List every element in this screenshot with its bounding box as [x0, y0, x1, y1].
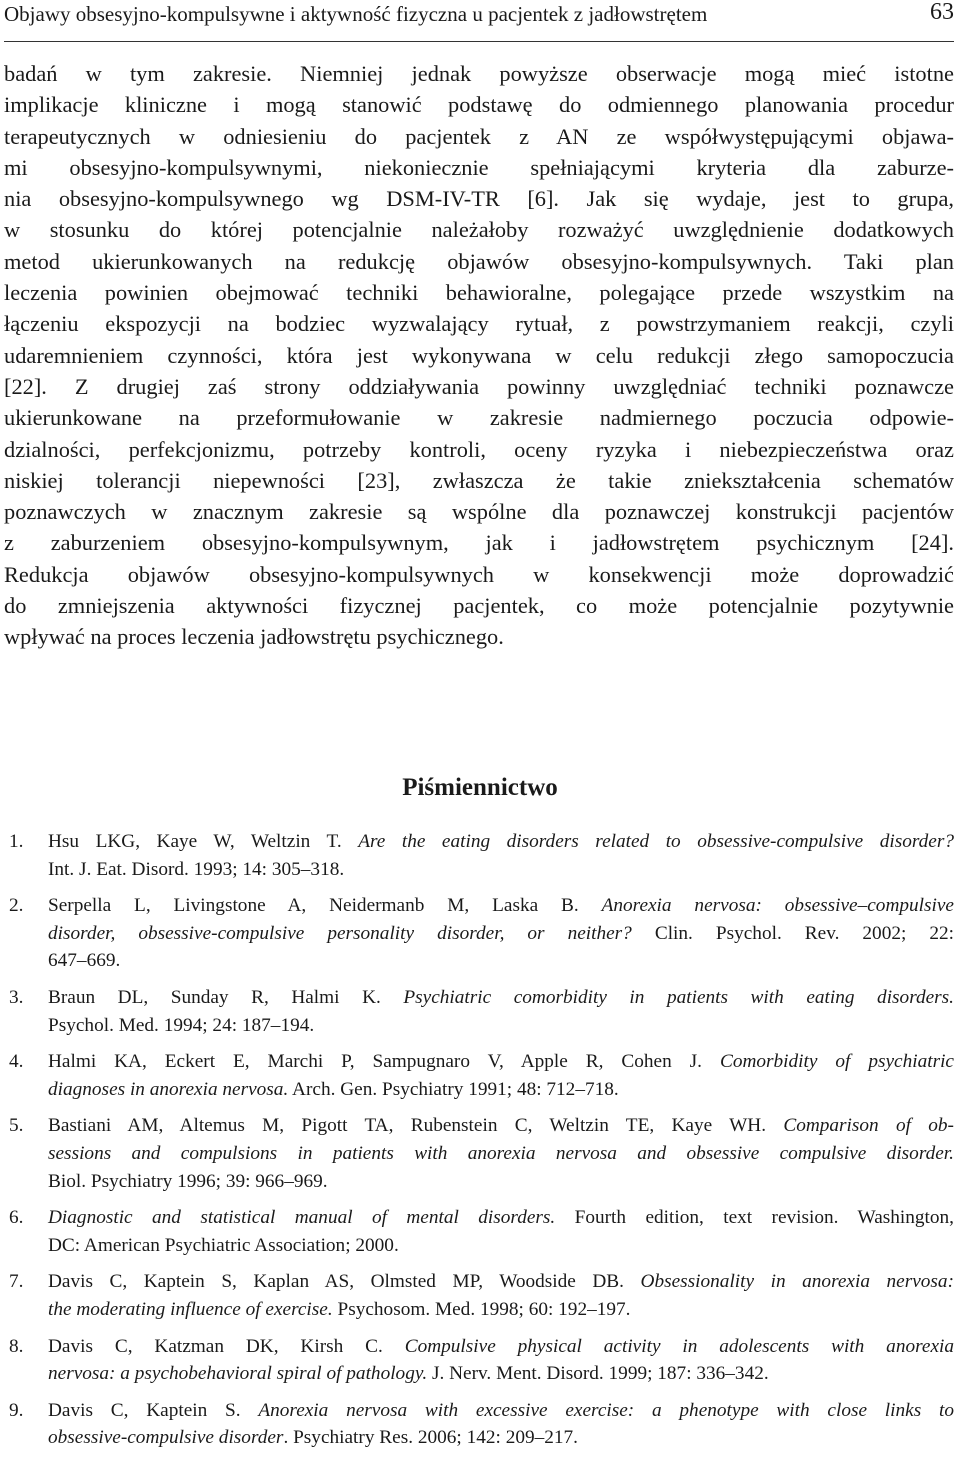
reference-line — [48, 1112, 954, 1140]
body-line: [22]. Z drugiej zaś strony oddziaływania powinny uwzględniać techniki poznawcze — [4, 373, 954, 399]
reference-line — [48, 1076, 954, 1104]
reference-title-text: nervosa: a psychobehavioral spiral of pathology. — [48, 1363, 428, 1385]
header-title: Objawy obsesyjno-kompulsywne i aktywność fizyczna u pacjentek z jadłowstrętem — [4, 2, 708, 26]
body-line: udaremnieniem czynności, która jest wykonywana w celu redukcji złego samopoczucia — [4, 342, 954, 368]
body-line: wpływać na proces leczenia jadłowstrętu psychicznego. — [4, 624, 504, 650]
reference-number: 1. — [9, 831, 24, 852]
reference-item — [0, 984, 960, 1039]
reference-title-text: the moderating influence of exercise. — [48, 1298, 333, 1320]
reference-line — [48, 1140, 954, 1168]
reference-text: DC: American Psychiatric Association; 2000. — [48, 1234, 399, 1256]
reference-item — [0, 1048, 960, 1103]
body-line: nia obsesyjno-kompulsywnego wg DSM-IV-TR [6]. Jak się wydaje, jest to grupa, — [4, 186, 954, 212]
reference-text: Psychosom. Med. 1998; 60: 192–197. — [332, 1298, 631, 1320]
reference-item — [0, 1397, 960, 1452]
body-line: leczenia powinien obejmować techniki behawioralne, polegające przede wszystkim na — [4, 280, 954, 306]
reference-item — [0, 1112, 960, 1195]
reference-text: Braun DL, Sunday R, Halmi K. — [48, 986, 404, 1008]
reference-text: Davis C, Katzman DK, Kirsh C. — [48, 1335, 405, 1357]
reference-line — [48, 920, 954, 948]
reference-text: Davis C, Kaptein S. — [48, 1399, 259, 1421]
body-line: terapeutycznych w odniesieniu do pacjentek z AN ze współwystępującymi objawa- — [4, 123, 954, 149]
reference-number: 9. — [9, 1399, 24, 1421]
reference-number: 8. — [9, 1335, 24, 1357]
reference-text: Biol. Psychiatry 1996; 39: 966–969. — [48, 1170, 328, 1192]
reference-line — [48, 1232, 954, 1260]
reference-title-text: Diagnostic and statistical manual of mental disorders. — [48, 1207, 556, 1229]
reference-number: 4. — [9, 1051, 24, 1073]
reference-title-text: Obsessionality in anorexia nervosa: — [640, 1271, 954, 1293]
reference-line — [48, 856, 954, 884]
reference-text: Int. J. Eat. Disord. 1993; 14: 305–318. — [48, 858, 345, 880]
running-header — [4, 0, 954, 42]
body-paragraph — [4, 58, 954, 653]
reference-item — [0, 892, 960, 975]
reference-number: 7. — [9, 1271, 24, 1293]
reference-title-text: obsessive-compulsive disorder — [48, 1427, 284, 1449]
reference-title-text: diagnoses in anorexia nervosa. — [48, 1078, 289, 1100]
reference-title-text: Are the eating disorders related to obsessive-compulsive disorder? — [358, 831, 954, 852]
reference-text: Halmi KA, Eckert E, Marchi P, Sampugnaro V, Apple R, Cohen J. — [48, 1051, 720, 1073]
body-line: z zaburzeniem obsesyjno-kompulsywnym, jak i jadłowstrętem psychicznym [24]. — [4, 530, 954, 556]
reference-title-text: Anorexia nervosa with excessive exercise: a phenotype with close links to — [258, 1399, 954, 1421]
reference-item — [0, 1204, 960, 1259]
body-line: badań w tym zakresie. Niemniej jednak powyższe obserwacje mogą mieć istotne — [4, 61, 954, 86]
reference-line — [48, 1360, 954, 1388]
reference-title-text: Comparison of ob- — [783, 1115, 954, 1137]
reference-number: 2. — [9, 895, 24, 917]
body-line: implikacje kliniczne i mogą stanowić podstawę do odmiennego planowania procedur — [4, 92, 954, 118]
reference-number: 6. — [9, 1207, 24, 1229]
reference-line — [48, 1048, 954, 1076]
body-line: poznawczych w znacznym zakresie są wspólne dla poznawczej konstrukcji pacjentów — [4, 499, 954, 525]
reference-text: J. Nerv. Ment. Disord. 1999; 187: 336–342. — [427, 1363, 769, 1385]
body-line: ukierunkowane na przeformułowanie w zakresie nadmiernego poczucia odpowie- — [4, 405, 954, 431]
reference-title-text: sessions and compulsions in patients with anorexia nervosa and obsessive compulsive disorder. — [48, 1142, 954, 1164]
reference-title-text: Compulsive physical activity in adolescents with anorexia — [404, 1335, 954, 1357]
reference-text: Clin. Psychol. Rev. 2002; 22: — [631, 922, 954, 944]
reference-text: Davis C, Kaptein S, Kaplan AS, Olmsted MP, Woodside DB. — [48, 1271, 641, 1293]
reference-number: 5. — [9, 1115, 24, 1137]
reference-line — [48, 1333, 954, 1361]
body-line: dzialności, perfekcjonizmu, potrzeby kontroli, oceny ryzyka i niebezpieczeństwa oraz — [4, 436, 954, 462]
page-number: 63 — [930, 0, 954, 25]
body-line: mi obsesyjno-kompulsywnymi, niekoniecznie spełniającymi kryteria dla zaburze- — [4, 154, 954, 180]
reference-text: Arch. Gen. Psychiatry 1991; 48: 712–718. — [288, 1078, 619, 1100]
references-heading: Piśmiennictwo — [402, 774, 558, 801]
reference-line — [48, 1424, 954, 1452]
reference-title-text: Psychiatric comorbidity in patients with eating disorders. — [403, 986, 955, 1008]
reference-line — [48, 1296, 954, 1324]
reference-line — [48, 984, 954, 1012]
body-line: metod ukierunkowanych na redukcję objawów obsesyjno-kompulsywnych. Taki plan — [4, 248, 954, 274]
body-line: łączeniu ekspozycji na bodziec wyzwalający rytuał, z powstrzymaniem reakcji, czyli — [4, 311, 954, 337]
reference-line — [48, 947, 954, 975]
reference-text: Hsu LKG, Kaye W, Weltzin T. — [48, 831, 359, 852]
body-line: w stosunku do której potencjalnie należałoby rozważyć uwzględnienie dodatkowych — [4, 217, 954, 243]
reference-line — [48, 1012, 954, 1040]
reference-line — [48, 1168, 954, 1196]
reference-line — [48, 1397, 954, 1425]
reference-line — [48, 828, 954, 856]
reference-title-text: Comorbidity of psychiatric — [719, 1051, 954, 1073]
reference-line — [48, 1204, 954, 1232]
reference-line — [48, 892, 954, 920]
body-line: niskiej tolerancji niepewności [23], zwłaszcza że takie zniekształcenia schematów — [4, 467, 954, 493]
reference-text: Psychol. Med. 1994; 24: 187–194. — [48, 1014, 315, 1036]
reference-list — [0, 828, 960, 1461]
reference-text: . Psychiatry Res. 2006; 142: 209–217. — [283, 1427, 579, 1449]
reference-title-text: disorder, obsessive-compulsive personality disorder, or neither? — [48, 922, 632, 944]
reference-item — [0, 828, 960, 883]
reference-item — [0, 1268, 960, 1323]
reference-title-text: Anorexia nervosa: obsessive–compulsive — [601, 895, 954, 917]
body-line: Redukcja objawów obsesyjno-kompulsywnych w konsekwencji może doprowadzić — [4, 561, 954, 587]
reference-text: 647–669. — [48, 950, 121, 972]
reference-text: Serpella L, Livingstone A, Neidermanb M, Laska B. — [48, 895, 602, 917]
reference-item — [0, 1333, 960, 1388]
reference-number: 3. — [9, 986, 24, 1008]
reference-line — [48, 1268, 954, 1296]
body-line: do zmniejszenia aktywności fizycznej pacjentek, co może potencjalnie pozytywnie — [4, 593, 954, 619]
reference-text: Fourth edition, text revision. Washington, — [555, 1207, 954, 1229]
reference-text: Bastiani AM, Altemus M, Pigott TA, Rubenstein C, Weltzin TE, Kaye WH. — [48, 1115, 784, 1137]
